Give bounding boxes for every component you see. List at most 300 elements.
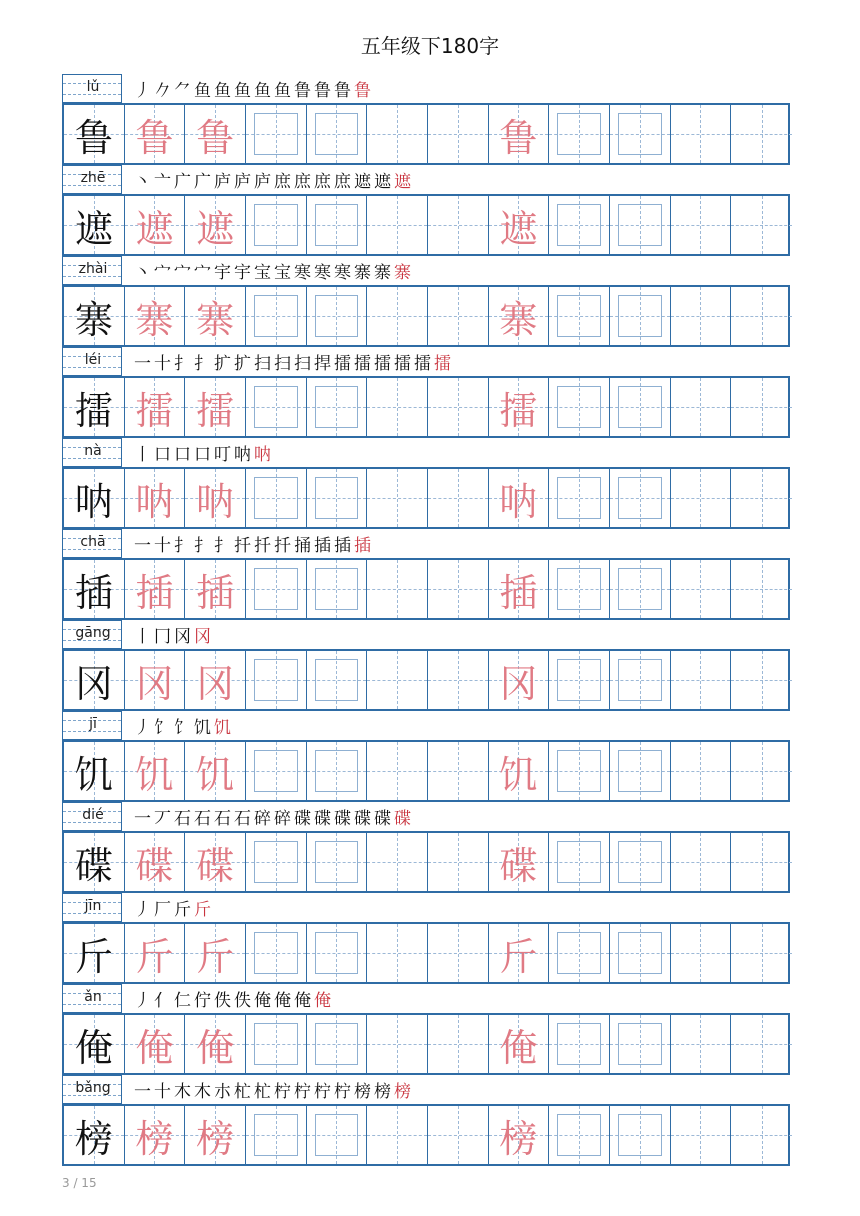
stroke-step: 佚 — [214, 991, 231, 1011]
trace-cell — [489, 105, 550, 163]
stroke-step: 饣 — [154, 718, 171, 738]
practice-box-cell — [549, 742, 610, 800]
stroke-step: 丿 — [134, 718, 151, 738]
practice-box-cell — [549, 196, 610, 254]
stroke-step: 鲁 — [314, 81, 331, 101]
trace-character: 鲁 — [135, 115, 174, 160]
stroke-step: 广 — [194, 172, 211, 192]
stroke-step: 鲁 — [294, 81, 311, 101]
blank-cell — [671, 105, 732, 163]
stroke-step: 插 — [354, 536, 371, 556]
writing-grid — [62, 103, 790, 165]
blank-cell — [367, 833, 428, 891]
stroke-step: 一 — [134, 354, 151, 374]
model-character-cell — [64, 287, 125, 345]
practice-box-cell — [307, 196, 368, 254]
writing-grid — [62, 1013, 790, 1075]
model-character: 斤 — [74, 934, 113, 979]
stroke-step: 捅 — [294, 536, 311, 556]
stroke-step: 碟 — [394, 809, 411, 829]
stroke-step: 插 — [314, 536, 331, 556]
blank-cell — [731, 378, 792, 436]
trace-cell — [185, 1015, 246, 1073]
practice-entry — [62, 1075, 790, 1166]
model-character-cell — [64, 560, 125, 618]
writing-grid — [62, 467, 790, 529]
practice-box-cell — [610, 1106, 671, 1164]
stroke-step: 扦 — [254, 536, 271, 556]
blank-cell — [731, 1015, 792, 1073]
trace-cell — [125, 924, 186, 982]
practice-entry — [62, 256, 790, 347]
stroke-order — [134, 76, 374, 101]
pinyin-label: gāng — [75, 625, 111, 641]
stroke-step: 鲁 — [334, 81, 351, 101]
stroke-step: 俺 — [294, 991, 311, 1011]
pinyin-box — [62, 529, 122, 558]
stroke-step: 碎 — [254, 809, 271, 829]
blank-cell — [671, 378, 732, 436]
model-character-cell — [64, 924, 125, 982]
trace-cell — [489, 651, 550, 709]
writing-grid — [62, 194, 790, 256]
stroke-step: 扦 — [274, 536, 291, 556]
practice-box-cell — [549, 1106, 610, 1164]
pinyin-label: bǎng — [75, 1080, 111, 1096]
stroke-step: 口 — [174, 445, 191, 465]
stroke-step: 佚 — [234, 991, 251, 1011]
stroke-step: 亻 — [154, 991, 171, 1011]
stroke-step: 丶 — [134, 263, 151, 283]
trace-cell — [125, 1015, 186, 1073]
stroke-step: 叮 — [214, 445, 231, 465]
practice-box-cell — [549, 1015, 610, 1073]
stroke-step: 厂 — [154, 900, 171, 920]
pinyin-row — [62, 620, 790, 650]
pinyin-row — [62, 984, 790, 1014]
trace-character: 插 — [196, 570, 235, 615]
stroke-order — [134, 349, 454, 374]
stroke-step: 碟 — [354, 809, 371, 829]
writing-grid — [62, 558, 790, 620]
stroke-step: 庶 — [294, 172, 311, 192]
stroke-step: 鱼 — [194, 81, 211, 101]
blank-cell — [428, 469, 489, 527]
blank-cell — [367, 287, 428, 345]
trace-character: 榜 — [135, 1116, 174, 1161]
stroke-step: 扌 — [174, 354, 191, 374]
stroke-step: 扌 — [194, 354, 211, 374]
stroke-step: 宝 — [274, 263, 291, 283]
stroke-step: 庐 — [254, 172, 271, 192]
model-character-cell — [64, 378, 125, 436]
practice-box-cell — [549, 287, 610, 345]
stroke-order — [134, 804, 414, 829]
blank-cell — [428, 1015, 489, 1073]
practice-entry — [62, 620, 790, 711]
pinyin-row — [62, 165, 790, 195]
model-character: 擂 — [74, 388, 113, 433]
stroke-step: 柠 — [334, 1082, 351, 1102]
pinyin-box — [62, 256, 122, 285]
trace-character: 冈 — [135, 661, 174, 706]
pinyin-row — [62, 711, 790, 741]
trace-cell — [125, 469, 186, 527]
trace-cell — [489, 378, 550, 436]
stroke-step: 擂 — [414, 354, 431, 374]
pinyin-label: jīn — [84, 898, 102, 914]
stroke-step: 宀 — [174, 263, 191, 283]
stroke-step: 佇 — [194, 991, 211, 1011]
pinyin-box — [62, 438, 122, 467]
trace-character: 呐 — [196, 479, 235, 524]
pinyin-label: zhài — [78, 261, 108, 277]
blank-cell — [428, 833, 489, 891]
blank-cell — [428, 105, 489, 163]
practice-entry — [62, 893, 790, 984]
pinyin-row — [62, 256, 790, 286]
practice-box-cell — [307, 742, 368, 800]
trace-character: 鲁 — [499, 115, 538, 160]
trace-cell — [185, 833, 246, 891]
trace-cell — [125, 742, 186, 800]
trace-cell — [125, 1106, 186, 1164]
stroke-order — [134, 895, 214, 920]
stroke-step: 寒 — [294, 263, 311, 283]
model-character-cell — [64, 1015, 125, 1073]
trace-character: 碟 — [135, 843, 174, 888]
stroke-step: 朩 — [214, 1082, 231, 1102]
practice-box-cell — [307, 378, 368, 436]
trace-cell — [185, 651, 246, 709]
pinyin-box — [62, 165, 122, 194]
blank-cell — [671, 1106, 732, 1164]
blank-cell — [367, 105, 428, 163]
trace-character: 插 — [499, 570, 538, 615]
practice-box-cell — [246, 287, 307, 345]
blank-cell — [428, 924, 489, 982]
trace-cell — [185, 378, 246, 436]
pinyin-row — [62, 893, 790, 923]
blank-cell — [428, 196, 489, 254]
stroke-step: 饥 — [194, 718, 211, 738]
stroke-step: 丿 — [134, 900, 151, 920]
pinyin-box — [62, 984, 122, 1013]
stroke-step: 柠 — [294, 1082, 311, 1102]
stroke-order — [134, 713, 234, 738]
stroke-step: 饥 — [214, 718, 231, 738]
trace-cell — [489, 560, 550, 618]
practice-entry — [62, 347, 790, 438]
writing-grid — [62, 376, 790, 438]
trace-character: 遮 — [196, 206, 235, 251]
trace-cell — [125, 833, 186, 891]
stroke-step: 宇 — [234, 263, 251, 283]
stroke-step: 碎 — [274, 809, 291, 829]
trace-character: 鲁 — [196, 115, 235, 160]
blank-cell — [731, 196, 792, 254]
practice-box-cell — [610, 287, 671, 345]
trace-character: 擂 — [135, 388, 174, 433]
trace-cell — [185, 469, 246, 527]
pinyin-row — [62, 802, 790, 832]
writing-grid — [62, 649, 790, 711]
trace-character: 遮 — [135, 206, 174, 251]
trace-cell — [185, 287, 246, 345]
stroke-step: 丿 — [134, 991, 151, 1011]
stroke-order — [134, 258, 414, 283]
pinyin-label: nà — [84, 443, 102, 459]
trace-cell — [125, 196, 186, 254]
model-character-cell — [64, 196, 125, 254]
pinyin-row — [62, 438, 790, 468]
model-character: 俺 — [74, 1025, 113, 1070]
practice-box-cell — [549, 651, 610, 709]
stroke-step: 榜 — [374, 1082, 391, 1102]
practice-box-cell — [307, 287, 368, 345]
practice-box-cell — [610, 105, 671, 163]
practice-entry — [62, 74, 790, 165]
stroke-step: 榜 — [394, 1082, 411, 1102]
practice-entry — [62, 984, 790, 1075]
trace-character: 斤 — [499, 934, 538, 979]
pinyin-row — [62, 1075, 790, 1105]
pinyin-label: lǔ — [86, 79, 100, 95]
stroke-step: 遮 — [394, 172, 411, 192]
practice-box-cell — [610, 924, 671, 982]
blank-cell — [367, 1015, 428, 1073]
trace-character: 擂 — [499, 388, 538, 433]
pinyin-label: léi — [84, 352, 102, 368]
model-character: 饥 — [74, 752, 113, 797]
stroke-step: 擂 — [334, 354, 351, 374]
model-character-cell — [64, 469, 125, 527]
practice-box-cell — [610, 651, 671, 709]
practice-entry — [62, 802, 790, 893]
stroke-step: 斤 — [194, 900, 211, 920]
stroke-step: 宀 — [154, 263, 171, 283]
stroke-step: 饣 — [174, 718, 191, 738]
stroke-step: 擂 — [394, 354, 411, 374]
stroke-step: 丨 — [134, 627, 151, 647]
practice-box-cell — [307, 651, 368, 709]
trace-character: 饥 — [135, 752, 174, 797]
practice-box-cell — [246, 196, 307, 254]
stroke-step: 擂 — [374, 354, 391, 374]
stroke-step: 寨 — [354, 263, 371, 283]
stroke-step: 一 — [134, 809, 151, 829]
writing-grid — [62, 740, 790, 802]
stroke-step: 亠 — [154, 172, 171, 192]
pinyin-box — [62, 893, 122, 922]
trace-character: 碟 — [499, 843, 538, 888]
stroke-step: 一 — [134, 1082, 151, 1102]
practice-box-cell — [246, 742, 307, 800]
trace-character: 呐 — [135, 479, 174, 524]
writing-grid — [62, 285, 790, 347]
stroke-step: 扩 — [214, 354, 231, 374]
pinyin-box — [62, 74, 122, 103]
stroke-step: 丆 — [154, 809, 171, 829]
practice-entry — [62, 165, 790, 256]
stroke-step: 扫 — [254, 354, 271, 374]
blank-cell — [671, 924, 732, 982]
blank-cell — [367, 1106, 428, 1164]
model-character: 鲁 — [74, 115, 113, 160]
stroke-step: 遮 — [354, 172, 371, 192]
blank-cell — [367, 742, 428, 800]
stroke-step: 寨 — [394, 263, 411, 283]
stroke-step: 口 — [194, 445, 211, 465]
stroke-step: 碟 — [294, 809, 311, 829]
trace-cell — [125, 560, 186, 618]
model-character-cell — [64, 742, 125, 800]
stroke-step: 口 — [154, 445, 171, 465]
blank-cell — [428, 560, 489, 618]
trace-character: 寨 — [499, 297, 538, 342]
stroke-order — [134, 167, 414, 192]
blank-cell — [731, 742, 792, 800]
stroke-step: 十 — [154, 354, 171, 374]
stroke-step: 木 — [174, 1082, 191, 1102]
model-character: 冈 — [74, 661, 113, 706]
stroke-order — [134, 1077, 414, 1102]
trace-cell — [489, 1015, 550, 1073]
trace-character: 遮 — [499, 206, 538, 251]
stroke-step: 扌 — [194, 536, 211, 556]
stroke-step: 寒 — [314, 263, 331, 283]
practice-sheet — [62, 74, 790, 1166]
practice-box-cell — [549, 378, 610, 436]
trace-cell — [125, 378, 186, 436]
stroke-step: 石 — [194, 809, 211, 829]
blank-cell — [367, 196, 428, 254]
stroke-step: 碟 — [374, 809, 391, 829]
blank-cell — [428, 287, 489, 345]
model-character-cell — [64, 105, 125, 163]
stroke-step: 宀 — [194, 263, 211, 283]
trace-character: 榜 — [499, 1116, 538, 1161]
trace-cell — [185, 1106, 246, 1164]
blank-cell — [671, 833, 732, 891]
trace-cell — [185, 560, 246, 618]
pinyin-row — [62, 347, 790, 377]
trace-cell — [489, 1106, 550, 1164]
page-title: 五年级下180字 — [360, 34, 500, 58]
stroke-step: 庐 — [234, 172, 251, 192]
stroke-step: 俺 — [274, 991, 291, 1011]
trace-cell — [185, 924, 246, 982]
practice-entry — [62, 529, 790, 620]
practice-box-cell — [246, 924, 307, 982]
model-character-cell — [64, 651, 125, 709]
practice-box-cell — [610, 378, 671, 436]
stroke-step: 扫 — [294, 354, 311, 374]
writing-grid — [62, 831, 790, 893]
stroke-step: 扌 — [214, 536, 231, 556]
stroke-step: 呐 — [254, 445, 271, 465]
practice-box-cell — [307, 105, 368, 163]
practice-box-cell — [549, 469, 610, 527]
trace-character: 斤 — [135, 934, 174, 979]
stroke-step: 遮 — [374, 172, 391, 192]
practice-box-cell — [307, 833, 368, 891]
trace-cell — [489, 287, 550, 345]
stroke-order — [134, 622, 214, 647]
pinyin-box — [62, 620, 122, 649]
practice-box-cell — [610, 560, 671, 618]
stroke-step: 碟 — [334, 809, 351, 829]
stroke-step: 擂 — [354, 354, 371, 374]
practice-box-cell — [610, 469, 671, 527]
stroke-step: 丨 — [134, 445, 151, 465]
pinyin-box — [62, 1075, 122, 1104]
trace-cell — [185, 105, 246, 163]
model-character: 碟 — [74, 843, 113, 888]
blank-cell — [731, 560, 792, 618]
blank-cell — [671, 560, 732, 618]
practice-entry — [62, 438, 790, 529]
trace-cell — [125, 105, 186, 163]
stroke-step: 榜 — [354, 1082, 371, 1102]
trace-character: 俺 — [135, 1025, 174, 1070]
trace-cell — [489, 924, 550, 982]
practice-box-cell — [246, 833, 307, 891]
trace-cell — [125, 287, 186, 345]
trace-cell — [489, 469, 550, 527]
pinyin-label: jī — [89, 716, 97, 732]
stroke-step: 宝 — [254, 263, 271, 283]
blank-cell — [731, 924, 792, 982]
blank-cell — [367, 378, 428, 436]
blank-cell — [428, 742, 489, 800]
stroke-step: 鱼 — [254, 81, 271, 101]
stroke-step: 丿 — [134, 81, 151, 101]
blank-cell — [367, 560, 428, 618]
stroke-step: 丶 — [134, 172, 151, 192]
blank-cell — [671, 196, 732, 254]
stroke-step: 庶 — [314, 172, 331, 192]
blank-cell — [671, 1015, 732, 1073]
practice-box-cell — [307, 1015, 368, 1073]
blank-cell — [428, 378, 489, 436]
stroke-step: 杧 — [234, 1082, 251, 1102]
practice-box-cell — [610, 833, 671, 891]
trace-cell — [185, 196, 246, 254]
practice-box-cell — [246, 560, 307, 618]
stroke-step: 石 — [214, 809, 231, 829]
stroke-step: 柠 — [314, 1082, 331, 1102]
stroke-step: 呐 — [234, 445, 251, 465]
practice-box-cell — [549, 833, 610, 891]
practice-box-cell — [549, 105, 610, 163]
stroke-step: 扌 — [174, 536, 191, 556]
writing-grid — [62, 1104, 790, 1166]
stroke-step: 鱼 — [234, 81, 251, 101]
stroke-step: 插 — [334, 536, 351, 556]
stroke-step: 庶 — [274, 172, 291, 192]
stroke-step: 扫 — [274, 354, 291, 374]
writing-grid — [62, 922, 790, 984]
practice-box-cell — [610, 742, 671, 800]
pinyin-label: dié — [82, 807, 104, 823]
stroke-step: 捍 — [314, 354, 331, 374]
stroke-step: 寒 — [334, 263, 351, 283]
trace-character: 碟 — [196, 843, 235, 888]
trace-character: 冈 — [196, 661, 235, 706]
blank-cell — [731, 105, 792, 163]
page-indicator: 3 / 15 — [62, 1176, 97, 1190]
